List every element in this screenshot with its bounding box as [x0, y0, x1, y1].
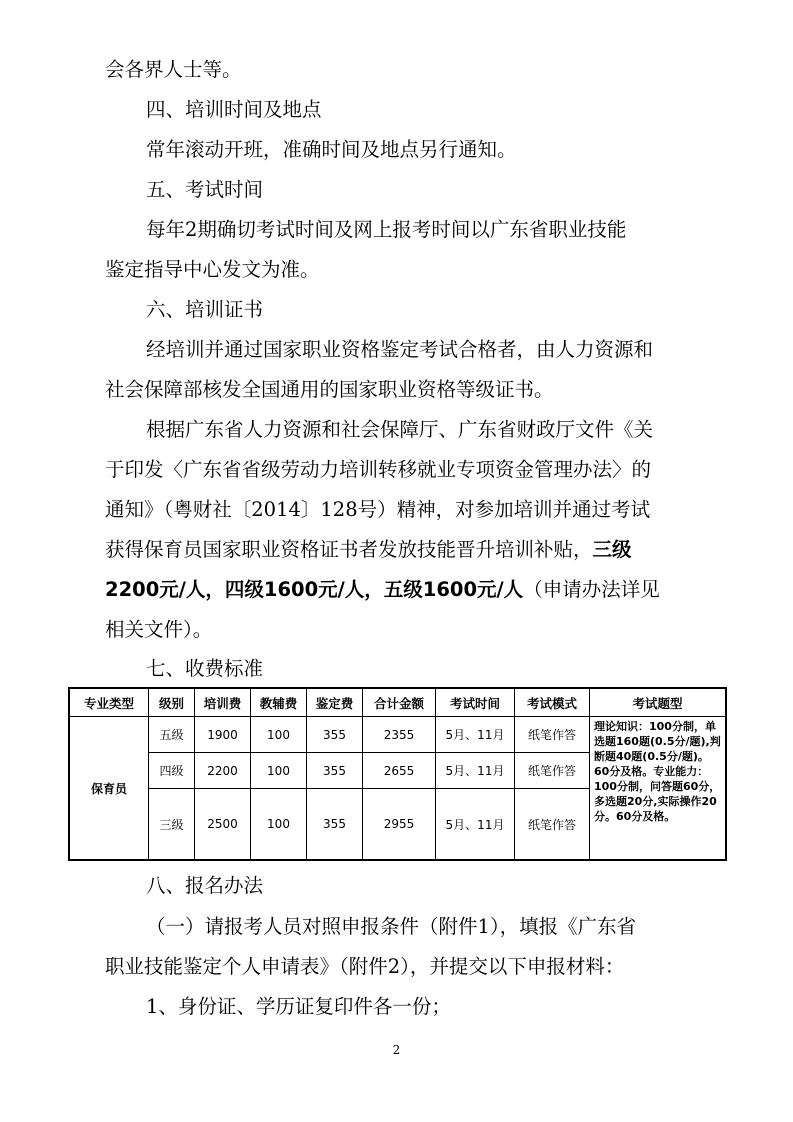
table-row — [69, 717, 726, 753]
subsidy-note: （申请办法详见 — [523, 578, 660, 601]
training-fee-cell: 2200 — [195, 753, 251, 789]
paragraph-application-line1: （一）请报考人员对照申报条件（附件1），填报《广东省 — [146, 915, 637, 938]
fee-table — [68, 687, 727, 861]
header-major: 专业类型 — [69, 688, 149, 717]
paragraph-subsidy-line2: 于印发〈广东省省级劳动力培训转移就业专项资金管理办法〉的 — [105, 458, 652, 481]
paragraph-schedule: 常年滚动开班，准确时间及地点另行通知。 — [146, 138, 517, 161]
header-total: 合计金额 — [363, 688, 436, 717]
training-fee-cell: 2500 — [195, 789, 251, 861]
training-fee-cell: 1900 — [195, 717, 251, 753]
paragraph-certificate-line1: 经培训并通过国家职业资格鉴定考试合格者，由人力资源和 — [146, 338, 654, 361]
exam-time-cell: 5月、11月 — [436, 753, 515, 789]
level-cell: 五级 — [149, 717, 195, 753]
header-exam-mode: 考试模式 — [515, 688, 590, 717]
page-number: 2 — [392, 1043, 401, 1057]
total-cell: 2355 — [363, 717, 436, 753]
appraisal-fee-cell: 355 — [307, 753, 363, 789]
header-appraisal-fee: 鉴定费 — [307, 688, 363, 717]
appraisal-fee-cell: 355 — [307, 717, 363, 753]
paragraph-certificate-line2: 社会保障部核发全国通用的国家职业资格等级证书。 — [105, 378, 554, 401]
material-fee-cell: 100 — [251, 789, 307, 861]
fee-table-header-row — [69, 688, 726, 717]
subsidy-text: 获得保育员国家职业资格证书者发放技能晋升培训补贴， — [105, 538, 593, 561]
exam-time-cell: 5月、11月 — [436, 717, 515, 753]
section-heading-5: 五、考试时间 — [146, 178, 264, 201]
paragraph-exam-time-line1: 每年2期确切考试时间及网上报考时间以广东省职业技能 — [146, 218, 627, 241]
section-heading-8: 八、报名办法 — [146, 874, 264, 897]
header-level: 级别 — [149, 688, 195, 717]
paragraph-subsidy-line5 — [105, 577, 660, 603]
paragraph-subsidy-line3: 通知》（粤财社〔2014〕128号）精神，对参加培训并通过考试 — [105, 498, 651, 521]
material-fee-cell: 100 — [251, 717, 307, 753]
level-cell: 三级 — [149, 789, 195, 861]
exam-type-note: 理论知识：100分制，单选题160题(0.5分/题),判断题40题(0.5分/题)。60分及格。专业能力：100分制，问答题60分，多选题20分,实际操作20分。60分及格。 — [590, 717, 727, 861]
paragraph-subsidy-line1: 根据广东省人力资源和社会保障厅、广东省财政厅文件《关 — [146, 418, 654, 441]
subsidy-level-three: 三级 — [592, 538, 632, 561]
header-exam-time: 考试时间 — [436, 688, 515, 717]
paragraph-application-line3: 1、身份证、学历证复印件各一份； — [146, 995, 451, 1018]
exam-time-cell: 5月、11月 — [436, 789, 515, 861]
paragraph-subsidy-line4 — [105, 537, 632, 563]
header-exam-type: 考试题型 — [590, 688, 727, 717]
level-cell: 四级 — [149, 753, 195, 789]
paragraph-application-line2: 职业技能鉴定个人申请表》（附件2），并提交以下申报材料： — [105, 955, 625, 978]
header-material-fee: 教辅费 — [251, 688, 307, 717]
major-cell: 保育员 — [69, 717, 149, 861]
exam-mode-cell: 纸笔作答 — [515, 789, 590, 861]
appraisal-fee-cell: 355 — [307, 789, 363, 861]
paragraph-continuation: 会各界人士等。 — [105, 58, 242, 81]
subsidy-amounts: 2200元/人，四级1600元/人，五级1600元/人 — [105, 578, 524, 601]
exam-mode-cell: 纸笔作答 — [515, 753, 590, 789]
total-cell: 2955 — [363, 789, 436, 861]
paragraph-exam-time-line2: 鉴定指导中心发文为准。 — [105, 258, 320, 281]
section-heading-6: 六、培训证书 — [146, 298, 264, 321]
exam-mode-cell: 纸笔作答 — [515, 717, 590, 753]
section-heading-4: 四、培训时间及地点 — [146, 98, 322, 121]
material-fee-cell: 100 — [251, 753, 307, 789]
paragraph-subsidy-line6: 相关文件）。 — [105, 618, 213, 641]
section-heading-7: 七、收费标准 — [146, 657, 264, 680]
header-training-fee: 培训费 — [195, 688, 251, 717]
total-cell: 2655 — [363, 753, 436, 789]
